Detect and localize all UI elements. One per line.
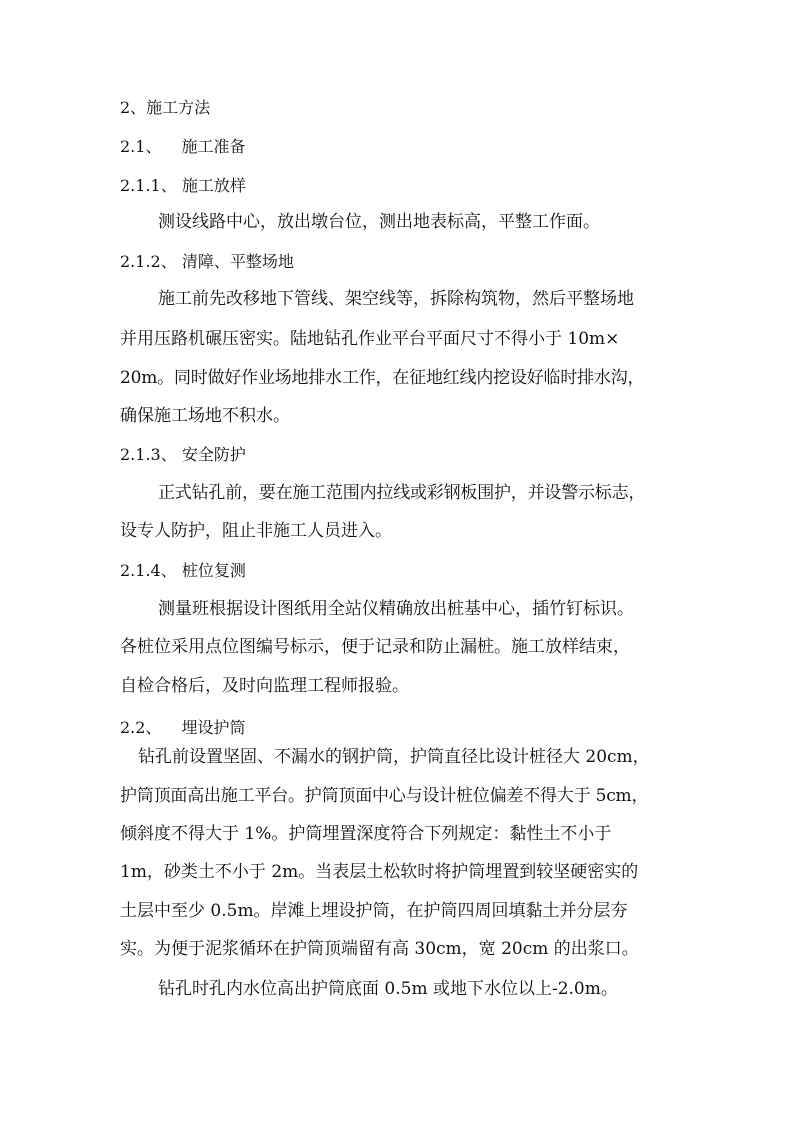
paragraph-line: 并用压路机碾压密实。陆地钻孔作业平台平面尺寸不得小于 10m× (120, 329, 620, 349)
heading-title: 施工放样 (181, 176, 246, 195)
subsection-heading (120, 445, 246, 465)
heading-number: 2.1、 (120, 137, 162, 156)
heading-number: 2.1.4、 (120, 561, 177, 580)
paragraph-line: 土层中至少 0.5m。岸滩上埋设护筒，在护筒四周回填黏土并分层夯 (120, 901, 628, 921)
paragraph-line: 实。为便于泥浆循环在护筒顶端留有高 30cm，宽 20cm 的出浆口。 (120, 939, 639, 959)
heading-number: 2.2、 (120, 718, 162, 737)
heading-number: 2.1.1、 (120, 176, 177, 195)
paragraph-line: 护筒顶面高出施工平台。护筒顶面中心与设计桩位偏差不得大于 5cm， (120, 786, 649, 806)
paragraph-line: 正式钻孔前，要在施工范围内拉线或彩钢板围护，并设警示标志， (158, 483, 646, 503)
paragraph-line: 钻孔前设置坚固、不漏水的钢护筒，护筒直径比设计桩径大 20cm， (138, 747, 650, 767)
paragraph-line: 测设线路中心，放出墩台位，测出地表标高，平整工作面。 (158, 212, 600, 232)
subsection-heading (120, 561, 246, 581)
paragraph-line: 施工前先改移地下管线、架空线等，拆除构筑物，然后平整场地 (158, 289, 634, 309)
paragraph-line: 各桩位采用点位图编号标示，便于记录和防止漏桩。施工放样结束， (120, 637, 630, 657)
heading-title: 埋设护筒 (181, 718, 246, 737)
paragraph-line: 自检合格后，及时向监理工程师报验。 (120, 676, 409, 696)
heading-number: 2.1.2、 (120, 252, 177, 271)
section-heading: 2、施工方法 (120, 98, 211, 117)
subsection-heading (120, 137, 245, 157)
subsection-heading (120, 176, 246, 196)
paragraph-line: 测量班根据设计图纸用全站仪精确放出桩基中心，插竹钉标识。 (158, 599, 634, 619)
heading-title: 施工准备 (181, 137, 246, 156)
paragraph-line: 钻孔时孔内水位高出护筒底面 0.5m 或地下水位以上-2.0m。 (158, 979, 618, 999)
heading-number: 2.1.3、 (120, 445, 177, 464)
paragraph-line: 倾斜度不得大于 1%。护筒埋置深度符合下列规定：黏性土不小于 (120, 824, 612, 844)
paragraph-line: 设专人防护，阻止非施工人员进入。 (120, 521, 392, 541)
heading-title: 安全防护 (181, 445, 246, 464)
subsection-heading (120, 718, 245, 738)
subsection-heading (120, 252, 294, 272)
paragraph-line: 20m。同时做好作业场地排水工作，在征地红线内挖设好临时排水沟， (120, 368, 645, 388)
paragraph-line: 确保施工场地不积水。 (120, 406, 290, 426)
paragraph-line: 1m，砂类土不小于 2m。当表层土松软时将护筒埋置到较坚硬密实的 (120, 862, 639, 882)
heading-title: 桩位复测 (181, 561, 246, 580)
heading-title: 清障、平整场地 (181, 252, 294, 271)
